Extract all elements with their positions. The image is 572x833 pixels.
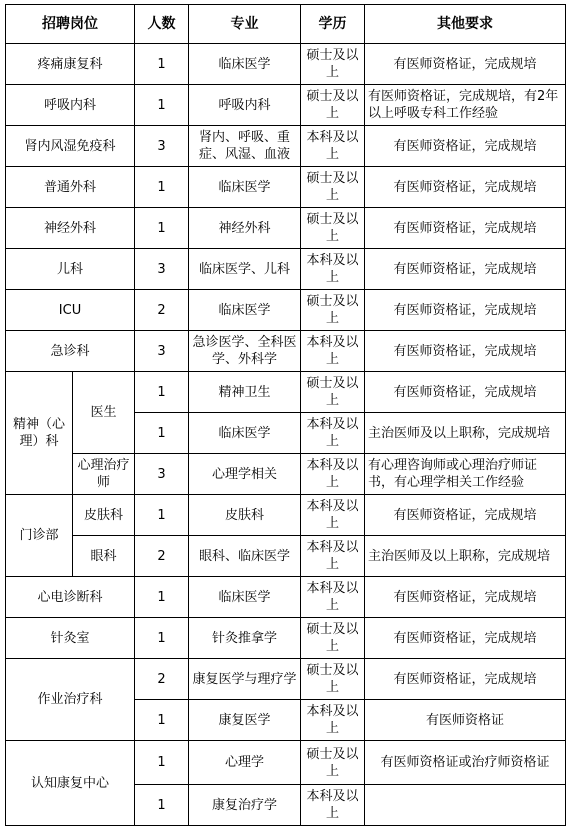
header-education: 学历	[301, 5, 365, 44]
cell-major: 临床医学	[189, 413, 301, 454]
cell-requirements: 有医师资格证，完成规培	[365, 331, 566, 372]
cell-count: 2	[135, 536, 189, 577]
cell-requirements: 有医师资格证，完成规培	[365, 249, 566, 290]
cell-education: 本科及以上	[301, 495, 365, 536]
cell-education: 硕士及以上	[301, 208, 365, 249]
cell-major: 皮肤科	[189, 495, 301, 536]
cell-education: 本科及以上	[301, 536, 365, 577]
cell-education: 本科及以上	[301, 700, 365, 741]
cell-requirements: 有医师资格证或治疗师资格证	[365, 741, 566, 785]
cell-major: 康复治疗学	[189, 785, 301, 826]
cell-major: 心理学	[189, 741, 301, 785]
cell-requirements: 主治医师及以上职称，完成规培	[365, 536, 566, 577]
cell-dept: ICU	[6, 290, 135, 331]
recruitment-table-container	[5, 4, 566, 826]
cell-education: 硕士及以上	[301, 741, 365, 785]
cell-major: 精神卫生	[189, 372, 301, 413]
cell-dept-clinic: 门诊部	[6, 495, 73, 577]
cell-major: 呼吸内科	[189, 85, 301, 126]
cell-count: 2	[135, 659, 189, 700]
cell-major: 心理学相关	[189, 454, 301, 495]
cell-count: 1	[135, 208, 189, 249]
cell-requirements: 有医师资格证，完成规培，有2年以上呼吸专科工作经验	[365, 85, 566, 126]
cell-dept-ot: 作业治疗科	[6, 659, 135, 741]
cell-education: 硕士及以上	[301, 372, 365, 413]
cell-count: 1	[135, 577, 189, 618]
cell-education: 硕士及以上	[301, 290, 365, 331]
table-row	[6, 659, 566, 700]
cell-education: 本科及以上	[301, 249, 365, 290]
cell-count: 1	[135, 700, 189, 741]
cell-education: 本科及以上	[301, 577, 365, 618]
cell-education: 硕士及以上	[301, 85, 365, 126]
cell-count: 1	[135, 785, 189, 826]
cell-count: 1	[135, 167, 189, 208]
cell-requirements: 有医师资格证，完成规培	[365, 618, 566, 659]
cell-count: 1	[135, 413, 189, 454]
cell-count: 3	[135, 126, 189, 167]
cell-dept: 呼吸内科	[6, 85, 135, 126]
cell-count: 1	[135, 85, 189, 126]
table-row	[6, 290, 566, 331]
cell-count: 1	[135, 372, 189, 413]
table-row	[6, 167, 566, 208]
cell-requirements: 有医师资格证，完成规培	[365, 167, 566, 208]
cell-requirements: 有医师资格证，完成规培	[365, 126, 566, 167]
table-row	[6, 618, 566, 659]
cell-sub-therapist: 心理治疗师	[73, 454, 135, 495]
cell-dept: 神经外科	[6, 208, 135, 249]
cell-education: 硕士及以上	[301, 659, 365, 700]
header-requirements: 其他要求	[365, 5, 566, 44]
cell-dept: 疼痛康复科	[6, 44, 135, 85]
cell-education: 硕士及以上	[301, 44, 365, 85]
cell-dept: 心电诊断科	[6, 577, 135, 618]
cell-dept-cog: 认知康复中心	[6, 741, 135, 826]
table-row	[6, 249, 566, 290]
header-major: 专业	[189, 5, 301, 44]
cell-count: 2	[135, 290, 189, 331]
cell-major: 临床医学	[189, 167, 301, 208]
cell-major: 临床医学、儿科	[189, 249, 301, 290]
cell-education: 本科及以上	[301, 331, 365, 372]
cell-major: 急诊医学、全科医学、外科学	[189, 331, 301, 372]
cell-major: 康复医学与理疗学	[189, 659, 301, 700]
cell-major: 神经外科	[189, 208, 301, 249]
cell-requirements: 有医师资格证，完成规培	[365, 290, 566, 331]
cell-education: 本科及以上	[301, 454, 365, 495]
cell-requirements: 有医师资格证，完成规培	[365, 659, 566, 700]
cell-count: 1	[135, 495, 189, 536]
cell-dept: 针灸室	[6, 618, 135, 659]
cell-requirements: 有医师资格证，完成规培	[365, 44, 566, 85]
table-row	[6, 208, 566, 249]
cell-education: 本科及以上	[301, 413, 365, 454]
table-row	[6, 495, 566, 536]
cell-education: 本科及以上	[301, 126, 365, 167]
cell-sub: 皮肤科	[73, 495, 135, 536]
cell-dept: 肾内风湿免疫科	[6, 126, 135, 167]
cell-requirements: 有医师资格证，完成规培	[365, 208, 566, 249]
recruitment-table	[5, 4, 566, 826]
header-row	[6, 5, 566, 44]
table-row	[6, 372, 566, 413]
table-row	[6, 331, 566, 372]
cell-requirements: 有医师资格证	[365, 700, 566, 741]
cell-major: 肾内、呼吸、重症、风湿、血液	[189, 126, 301, 167]
cell-major: 眼科、临床医学	[189, 536, 301, 577]
header-count: 人数	[135, 5, 189, 44]
table-row	[6, 454, 566, 495]
table-row	[6, 44, 566, 85]
cell-education: 硕士及以上	[301, 167, 365, 208]
header-position: 招聘岗位	[6, 5, 135, 44]
cell-count: 3	[135, 454, 189, 495]
cell-count: 1	[135, 44, 189, 85]
cell-count: 3	[135, 331, 189, 372]
table-row	[6, 577, 566, 618]
cell-requirements: 主治医师及以上职称，完成规培	[365, 413, 566, 454]
cell-education: 本科及以上	[301, 785, 365, 826]
cell-count: 1	[135, 618, 189, 659]
cell-sub-doctor: 医生	[73, 372, 135, 454]
cell-count: 1	[135, 741, 189, 785]
cell-dept: 普通外科	[6, 167, 135, 208]
cell-dept: 急诊科	[6, 331, 135, 372]
table-row	[6, 741, 566, 785]
cell-count: 3	[135, 249, 189, 290]
table-row	[6, 536, 566, 577]
cell-dept-psychiatry: 精神（心理）科	[6, 372, 73, 495]
cell-dept: 儿科	[6, 249, 135, 290]
table-row	[6, 85, 566, 126]
cell-education: 硕士及以上	[301, 618, 365, 659]
table-row	[6, 126, 566, 167]
cell-major: 针灸推拿学	[189, 618, 301, 659]
cell-sub: 眼科	[73, 536, 135, 577]
cell-major: 临床医学	[189, 577, 301, 618]
cell-requirements: 有心理咨询师或心理治疗师证书，有心理学相关工作经验	[365, 454, 566, 495]
cell-requirements: 有医师资格证，完成规培	[365, 372, 566, 413]
cell-requirements: 有医师资格证，完成规培	[365, 577, 566, 618]
cell-major: 临床医学	[189, 44, 301, 85]
cell-major: 临床医学	[189, 290, 301, 331]
cell-requirements-empty	[365, 785, 566, 826]
cell-requirements: 有医师资格证，完成规培	[365, 495, 566, 536]
cell-major: 康复医学	[189, 700, 301, 741]
